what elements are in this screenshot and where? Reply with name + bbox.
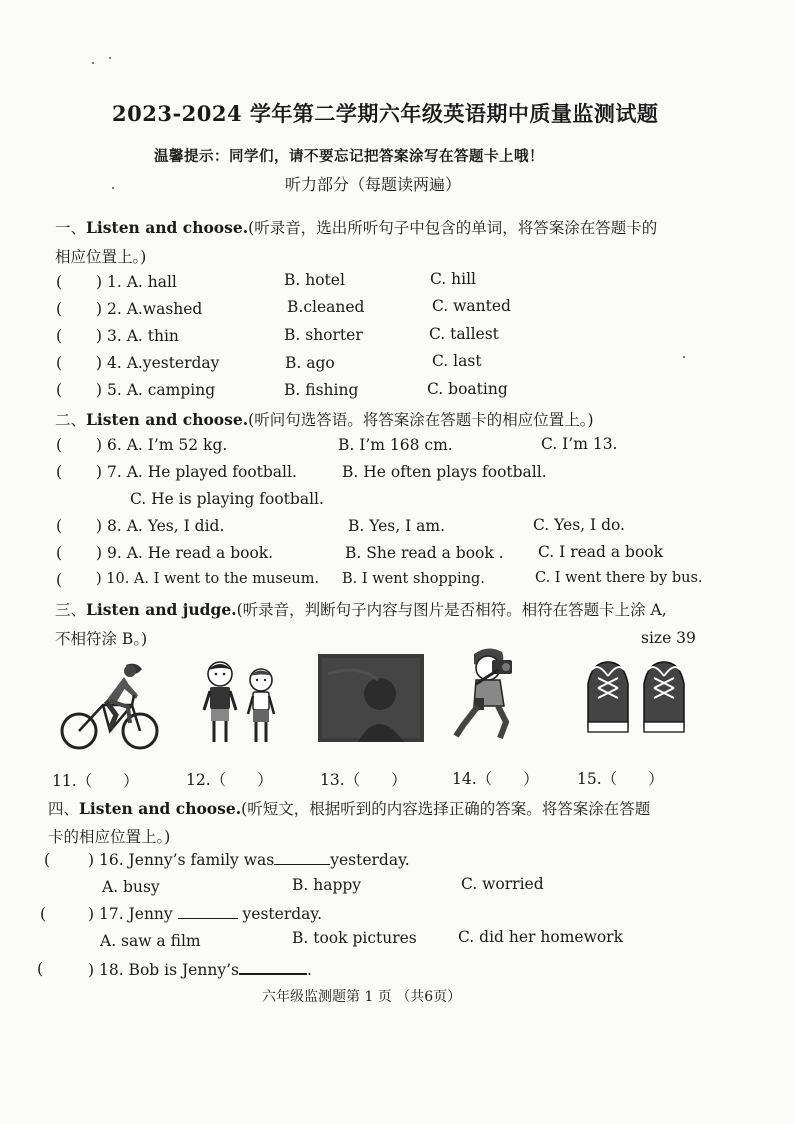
q8-option-c: C. Yes, I do. [533,516,625,534]
photographer-icon [450,646,530,744]
answer-15[interactable]: 15.（ ） [577,770,664,788]
sneakers-icon [584,654,688,736]
q17-stem: ) 17. Jenny yesterday. [88,905,323,923]
boy-and-girl-icon [198,656,284,748]
q8-option-a: ) 8. A. Yes, I did. [96,517,225,535]
part3-heading [55,598,667,620]
q7-option-a: ) 7. A. He played football. [96,463,297,481]
answer-paren[interactable]: ( [56,544,63,562]
page-footer: 六年级监测题第 1 页 （共6页） [262,989,462,1005]
q3-option-b: B. shorter [284,326,363,344]
part4-heading-line2: 卡的相应位置上。) [48,828,171,846]
part4-heading [48,797,650,819]
q16-option-a: A. busy [102,878,160,896]
part3-heading-line2: 不相符涂 B。) [55,630,148,648]
answer-12[interactable]: 12.（ ） [186,771,273,789]
q1-option-a: ) 1. A. hall [96,273,177,291]
answer-11[interactable]: 11.（ ） [52,772,139,790]
q9-option-c: C. I read a book [538,543,664,561]
q9-option-a: ) 9. A. He read a book. [96,544,274,562]
part1-title-en: Listen and choose. [86,218,249,237]
part3-title-cn: (听录音，判断句子内容与图片是否相符。相符在答题卡上涂 A, [236,601,667,619]
q3-option-c: C. tallest [429,325,499,343]
q8-option-b: B. Yes, I am. [348,517,446,535]
answer-paren[interactable]: ( [56,354,63,372]
q2-option-a: ) 2. A.washed [96,300,203,318]
part4-num: 四、 [48,800,80,818]
answer-paren[interactable]: ( [56,327,63,345]
q5-option-c: C. boating [427,380,508,398]
q7-option-c: C. He is playing football. [130,490,324,508]
part1-heading-line2: 相应位置上。) [55,248,147,266]
part4-title-en: Listen and choose. [79,799,242,818]
q5-option-b: B. fishing [284,381,359,399]
q2-option-c: C. wanted [432,297,511,315]
q3-option-a: ) 3. A. thin [96,327,179,345]
part2-heading [55,408,594,430]
answer-14[interactable]: 14.（ ） [452,770,539,788]
answer-paren[interactable]: ( [56,517,63,535]
q6-option-b: B. I’m 168 cm. [338,436,453,454]
answer-paren[interactable]: ( [56,571,63,589]
answer-paren[interactable]: ( [56,436,63,454]
q18-stem: ) 18. Bob is Jenny’s . [88,961,312,979]
listening-subtitle: 听力部分（每题读两遍） [285,175,462,194]
part1-heading [55,216,657,238]
q7-option-b: B. He often plays football. [342,463,547,481]
q17-option-c: C. did her homework [458,928,623,946]
q1-option-b: B. hotel [284,271,345,289]
q17-option-a: A. saw a film [100,932,201,950]
speck [112,187,114,189]
part1-num: 一、 [55,219,87,237]
speck [109,57,111,59]
q17-option-b: B. took pictures [292,929,417,947]
dark-photo-icon [318,654,424,742]
part4-title-cn: (听短文，根据听到的内容选择正确的答案。将答案涂在答题 [241,800,651,818]
q4-option-b: B. ago [285,354,335,372]
q9-option-b: B. She read a book . [345,544,504,562]
speck [683,356,685,358]
answer-13[interactable]: 13.（ ） [320,771,407,789]
q16-option-b: B. happy [292,876,362,894]
q16-stem: ) 16. Jenny’s family was yesterday. [88,851,410,869]
q10-option-c: C. I went there by bus. [535,570,703,586]
q4-option-a: ) 4. A.yesterday [96,354,220,372]
q4-option-c: C. last [432,352,482,370]
part3-title-en: Listen and judge. [86,600,237,619]
shoe-size-label: size 39 [641,629,696,647]
q10-option-a: ) 10. A. I went to the museum. [96,571,320,587]
tip-text: 温馨提示：同学们，请不要忘记把答案涂写在答题卡上哦！ [154,148,544,165]
speck [92,62,94,64]
answer-paren[interactable]: ( [56,381,63,399]
q6-option-c: C. I’m 13. [541,435,618,453]
answer-paren[interactable]: ( [37,960,44,978]
answer-paren[interactable]: ( [56,300,63,318]
q17-blank [178,904,238,919]
answer-paren[interactable]: ( [40,905,47,923]
q5-option-a: ) 5. A. camping [96,381,216,399]
part3-num: 三、 [55,601,87,619]
q6-option-a: ) 6. A. I’m 52 kg. [96,436,228,454]
part2-num: 二、 [55,411,87,429]
answer-paren[interactable]: ( [44,851,51,869]
q18-blank [239,959,307,975]
answer-paren[interactable]: ( [56,463,63,481]
part2-title-en: Listen and choose. [86,410,249,429]
q16-option-c: C. worried [461,875,544,893]
answer-paren[interactable]: ( [56,273,63,291]
page-title: 2023-2024 学年第二学期六年级英语期中质量监测试题 [112,101,659,126]
part2-title-cn: (听问句选答语。将答案涂在答题卡的相应位置上。) [248,411,594,429]
cyclist-icon [58,655,162,751]
q1-option-c: C. hill [430,270,477,288]
q16-blank [274,850,330,865]
part1-title-cn: (听录音，选出所听句子中包含的单词，将答案涂在答题卡的 [248,219,658,237]
q10-option-b: B. I went shopping. [342,571,485,587]
q2-option-b: B.cleaned [287,298,365,316]
